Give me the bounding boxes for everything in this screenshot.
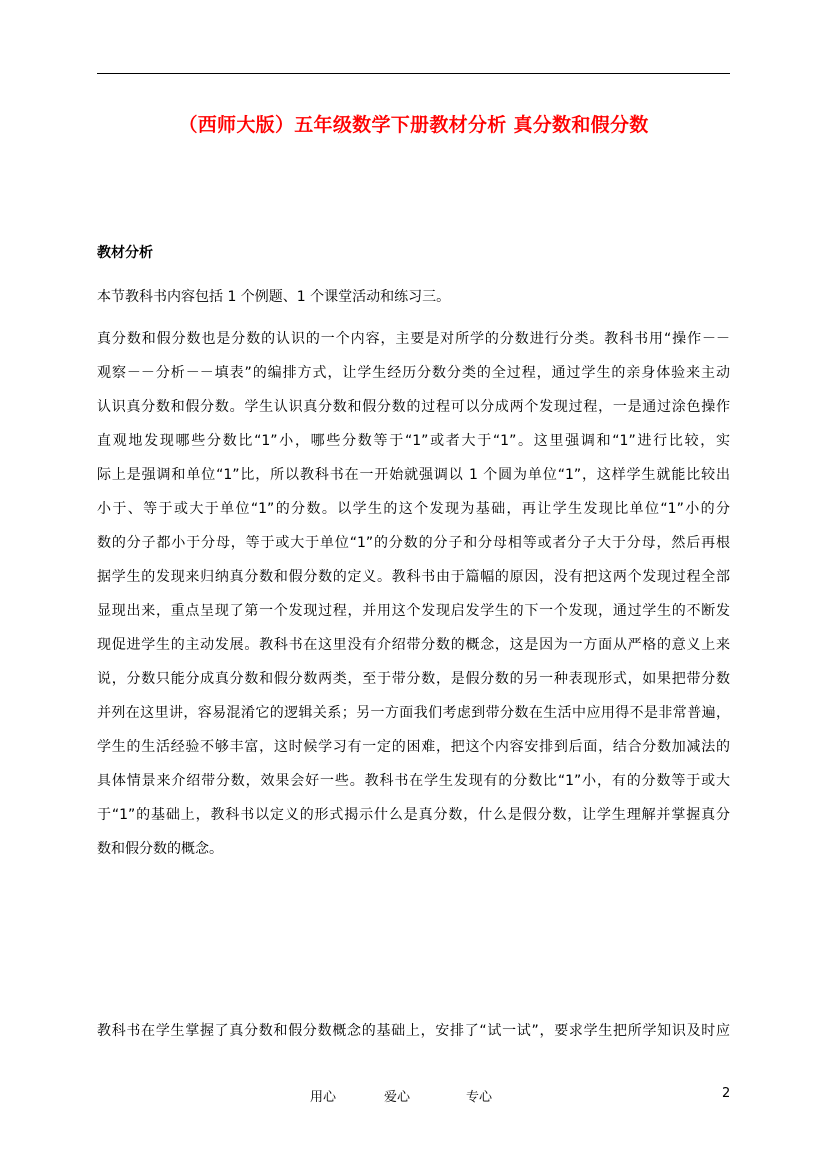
header-rule (97, 73, 730, 74)
paragraph-line: 显现出来，重点呈现了第一个发现过程，并用这个发现启发学生的下一个发现，通过学生的不断发 (97, 603, 730, 619)
paragraph-line: 小于、等于或大于单位“1”的分数。以学生的这个发现为基础，再让学生发现比单位“1”小的分 (97, 501, 730, 517)
paragraph-line: 际上是强调和单位“1”比，所以教科书在一开始就强调以 1 个圆为单位“1”，这样学生就能比较出 (97, 467, 730, 483)
footer-item: 专心 (466, 1090, 493, 1105)
paragraph-line: 并列在这里讲，容易混淆它的逻辑关系；另一方面我们考虑到带分数在生活中应用得不是非常普遍， (97, 705, 730, 721)
paragraph-line: 据学生的发现来归纳真分数和假分数的定义。教科书由于篇幅的原因，没有把这两个发现过程全部 (97, 569, 730, 585)
page-number: 2 (722, 1086, 731, 1101)
footer-item: 用心 (310, 1090, 337, 1105)
paragraph-line: 说，分数只能分成真分数和假分数两类，至于带分数，是假分数的另一种表现形式，如果把带分数 (97, 671, 730, 687)
paragraph-line: 认识真分数和假分数。学生认识真分数和假分数的过程可以分成两个发现过程，一是通过涂色操作 (97, 399, 730, 415)
paragraph-line: 具体情景来介绍带分数，效果会好一些。教科书在学生发现有的分数比“1”小，有的分数等于或大 (97, 773, 730, 789)
paragraph-line: 真分数和假分数也是分数的认识的一个内容，主要是对所学的分数进行分类。教科书用“操作－－ (97, 331, 730, 347)
paragraph-line: 观察－－分析－－填表”的编排方式，让学生经历分数分类的全过程，通过学生的亲身体验来主动 (97, 365, 730, 381)
paragraph-line: 学生的生活经验不够丰富，这时候学习有一定的困难，把这个内容安排到后面，结合分数加减法的 (97, 739, 730, 755)
paragraph-line: 现促进学生的主动发展。教科书在这里没有介绍带分数的概念，这是因为一方面从严格的意义上来 (97, 637, 730, 653)
paragraph-line: 教科书在学生掌握了真分数和假分数概念的基础上，安排了“试一试”，要求学生把所学知识及时应 (97, 1023, 730, 1039)
section-heading: 教材分析 (97, 245, 153, 261)
paragraph-line: 数的分子都小于分母，等于或大于单位“1”的分数的分子和分母相等或者分子大于分母，然后再根 (97, 535, 730, 551)
paragraph-analysis (97, 329, 730, 873)
paragraph-line: 本节教科书内容包括 1 个例题、1 个课堂活动和练习三。 (97, 289, 451, 305)
paragraph-line: 数和假分数的概念。 (97, 841, 223, 857)
paragraph-line: 直观地发现哪些分数比“1”小，哪些分数等于“1”或者大于“1”。这里强调和“1”进行比较，实 (97, 433, 730, 449)
footer-item: 爱心 (384, 1090, 411, 1105)
paragraph-intro (97, 287, 730, 321)
paragraph-practice (97, 1021, 730, 1055)
paragraph-line: 于“1”的基础上，教科书以定义的形式揭示什么是真分数，什么是假分数，让学生理解并掌握真分 (97, 807, 730, 823)
document-title: （西师大版）五年级数学下册教材分析 真分数和假分数 (178, 114, 649, 136)
